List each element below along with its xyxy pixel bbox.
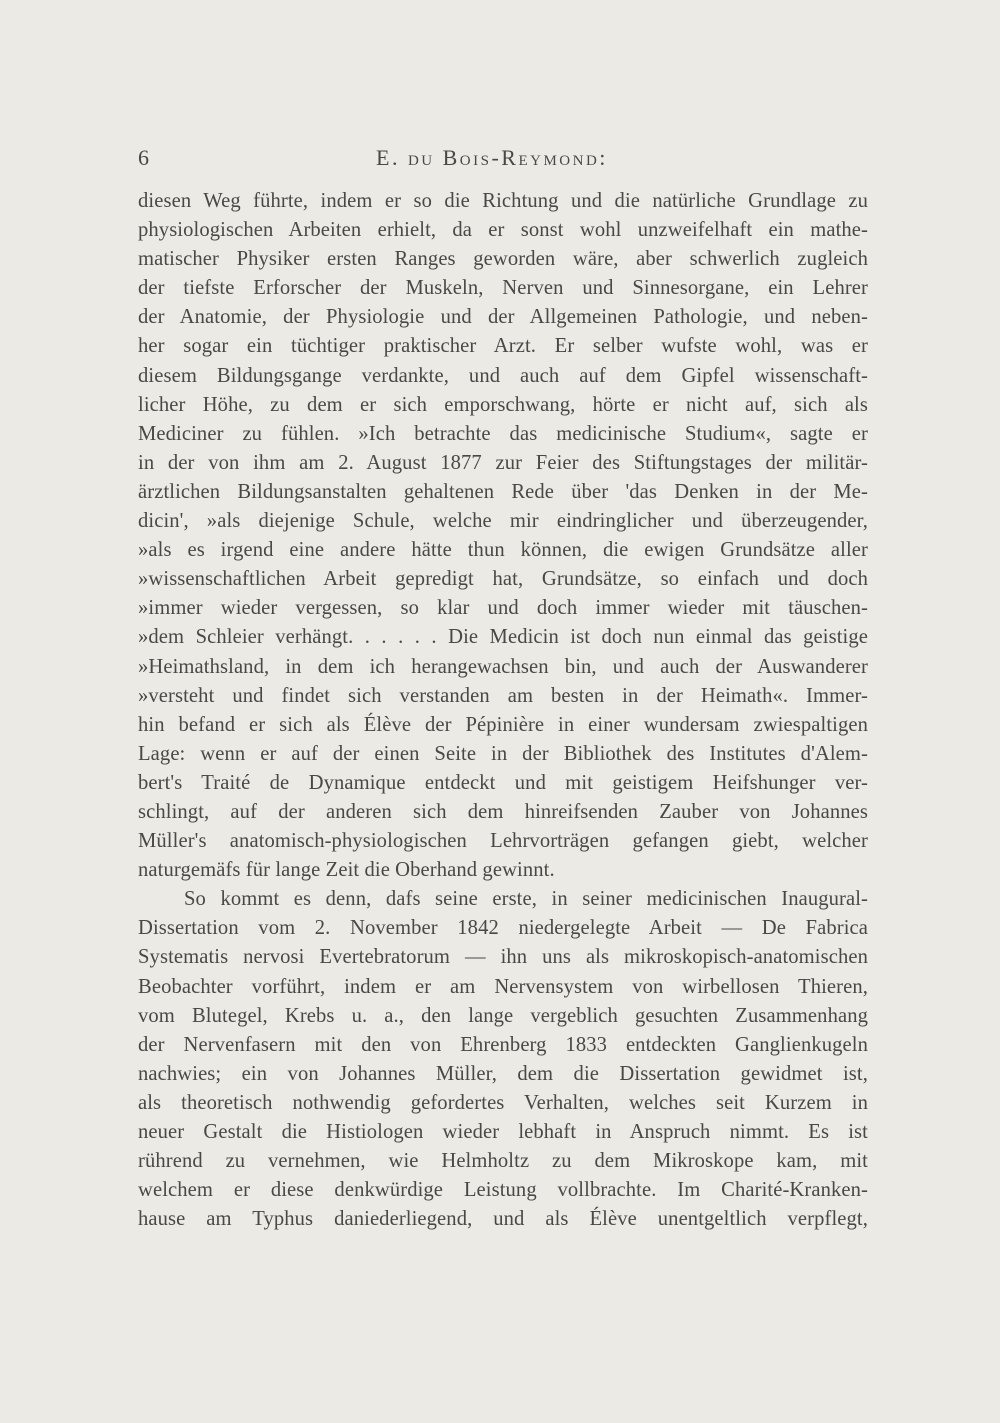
text-line: schlingt, auf der anderen sich dem hinreifsenden Zauber von Johannes bbox=[138, 800, 868, 823]
text-line: ärztlichen Bildungsanstalten gehaltenen Rede über 'das Denken in der Me- bbox=[138, 480, 868, 503]
text-line: her sogar ein tüchtiger praktischer Arzt. Er selber wufste wohl, was er bbox=[138, 335, 868, 358]
text-line: »Heimathsland, in dem ich herangewachsen bin, und auch der Auswanderer bbox=[138, 655, 868, 678]
text-line: Mediciner zu fühlen. »Ich betrachte das medicinische Studium«, sagte er bbox=[138, 422, 868, 445]
running-head: E. du Bois-Reymond: bbox=[376, 145, 608, 170]
text-line: »versteht und findet sich verstanden am besten in der Heimath«. Immer- bbox=[138, 684, 868, 707]
text-line: vom Blutegel, Krebs u. a., den lange vergeblich gesuchten Zusammenhang bbox=[138, 1004, 868, 1027]
text-line: matischer Physiker ersten Ranges geworden wäre, aber schwerlich zugleich bbox=[138, 248, 868, 271]
text-line: »dem Schleier verhängt. . . . . . Die Medicin ist doch nun einmal das geistige bbox=[138, 626, 868, 649]
text-line: als theoretisch nothwendig gefordertes Verhalten, welches seit Kurzem in bbox=[138, 1091, 868, 1114]
text-line: in der von ihm am 2. August 1877 zur Feier des Stiftungstages der militär- bbox=[138, 451, 868, 474]
text-line: Lage: wenn er auf der einen Seite in der Bibliothek des Institutes d'Alem- bbox=[138, 742, 868, 765]
text-line: »als es irgend eine andere hätte thun können, die ewigen Grundsätze aller bbox=[138, 539, 868, 562]
text-line: Beobachter vorführt, indem er am Nervensystem von wirbellosen Thieren, bbox=[138, 975, 868, 998]
text-line: physiologischen Arbeiten erhielt, da er sonst wohl unzweifelhaft ein mathe- bbox=[138, 219, 868, 242]
text-line: Dissertation vom 2. November 1842 niedergelegte Arbeit — De Fabrica bbox=[138, 917, 868, 940]
text-line: der Nervenfasern mit den von Ehrenberg 1833 entdeckten Ganglienkugeln bbox=[138, 1033, 868, 1056]
body-text bbox=[138, 187, 868, 1234]
text-line: dicin', »als diejenige Schule, welche mir eindringlicher und überzeugender, bbox=[138, 510, 868, 533]
text-line: der tiefste Erforscher der Muskeln, Nerven und Sinnesorgane, ein Lehrer bbox=[138, 277, 868, 300]
text-line: diesen Weg führte, indem er so die Richtung und die natürliche Grundlage zu bbox=[138, 190, 868, 212]
text-line: nachwies; ein von Johannes Müller, dem die Dissertation gewidmet ist, bbox=[138, 1062, 868, 1085]
text-line: hause am Typhus daniederliegend, und als Élève unentgeltlich verpflegt, bbox=[138, 1208, 868, 1231]
text-line: hin befand er sich als Élève der Pépinière in einer wundersam zwiespaltigen bbox=[138, 713, 868, 736]
text-line: welchem er diese denkwürdige Leistung vollbrachte. Im Charité-Kranken- bbox=[138, 1179, 868, 1202]
text-line: So kommt es denn, dafs seine erste, in seiner medicinischen Inaugural- bbox=[184, 888, 868, 911]
text-line: rührend zu vernehmen, wie Helmholtz zu dem Mikroskope kam, mit bbox=[138, 1150, 868, 1173]
page-header bbox=[138, 145, 868, 175]
text-line: diesem Bildungsgange verdankte, und auch auf dem Gipfel wissenschaft- bbox=[138, 364, 868, 387]
text-line: naturgemäfs für lange Zeit die Oberhand gewinnt. bbox=[138, 859, 555, 882]
text-line: »immer wieder vergessen, so klar und doch immer wieder mit täuschen- bbox=[138, 597, 868, 620]
text-line: bert's Traité de Dynamique entdeckt und mit geistigem Heifshunger ver- bbox=[138, 771, 868, 794]
text-line: licher Höhe, zu dem er sich emporschwang, hörte er nicht auf, sich als bbox=[138, 393, 868, 416]
page-number: 6 bbox=[138, 145, 149, 170]
text-line: Systematis nervosi Evertebratorum — ihn uns als mikroskopisch-anatomischen bbox=[138, 946, 868, 969]
text-line: Müller's anatomisch-physiologischen Lehrvorträgen gefangen giebt, welcher bbox=[138, 830, 868, 853]
text-line: »wissenschaftlichen Arbeit gepredigt hat, Grundsätze, so einfach und doch bbox=[138, 568, 868, 591]
text-line: der Anatomie, der Physiologie und der Allgemeinen Pathologie, und neben- bbox=[138, 306, 868, 329]
text-line: neuer Gestalt die Histiologen wieder lebhaft in Anspruch nimmt. Es ist bbox=[138, 1121, 868, 1143]
